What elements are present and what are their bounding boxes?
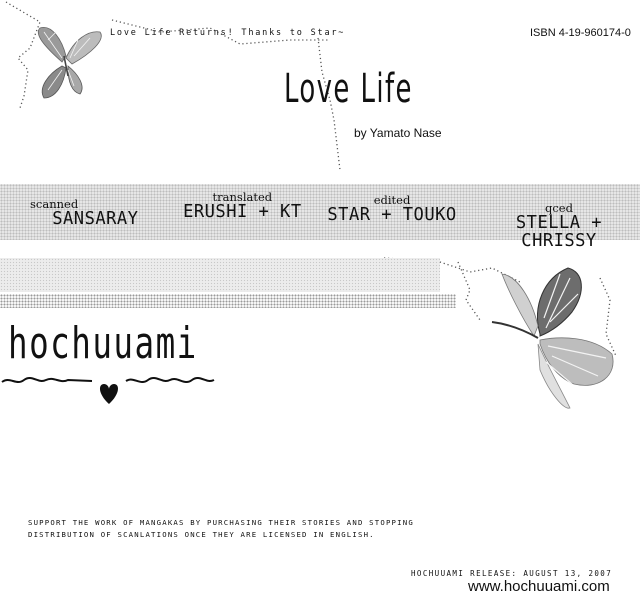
- credit-name: ERUSHI + KT: [183, 201, 302, 222]
- credit-role: edited: [373, 193, 411, 207]
- support-notice: SUPPORT THE WORK OF MANGAKAS BY PURCHASING THEIR STORIES AND STOPPING DISTRIBUTION OF SCANLATIONS ONCE THEY ARE LICENSED IN ENGLISH.: [28, 518, 414, 539]
- isbn-number: ISBN 4-19-960174-0: [530, 27, 631, 39]
- author-byline: by Yamato Nase: [354, 126, 442, 140]
- top-tagline: Love Life Returns! Thanks to Star~: [110, 28, 346, 38]
- halftone-band: [0, 258, 440, 292]
- halftone-stripe: [0, 294, 456, 308]
- credits-band: [0, 184, 640, 251]
- credit-qced: [478, 202, 640, 250]
- book-title: Love Life: [284, 66, 413, 112]
- group-logo: hochuuami: [8, 318, 198, 369]
- credit-translated: [180, 191, 305, 221]
- credit-name: STELLA + CHRISSY: [515, 212, 603, 251]
- credit-role: scanned: [30, 197, 79, 211]
- credit-role: qced: [545, 201, 573, 215]
- butterfly-icon: [492, 268, 613, 408]
- release-date: HOCHUUAMI RELEASE: AUGUST 13, 2007: [411, 569, 613, 578]
- credit-role: translated: [212, 190, 273, 204]
- credit-edited: [324, 194, 460, 224]
- heart-icon: [100, 384, 118, 404]
- website-url: www.hochuuami.com: [468, 578, 610, 595]
- logo-underline: [0, 372, 230, 412]
- credit-name: SANSARAY: [52, 208, 139, 229]
- butterfly-icon: [38, 27, 101, 98]
- credit-scanned: [30, 198, 141, 228]
- credit-name: STAR + TOUKO: [327, 204, 457, 225]
